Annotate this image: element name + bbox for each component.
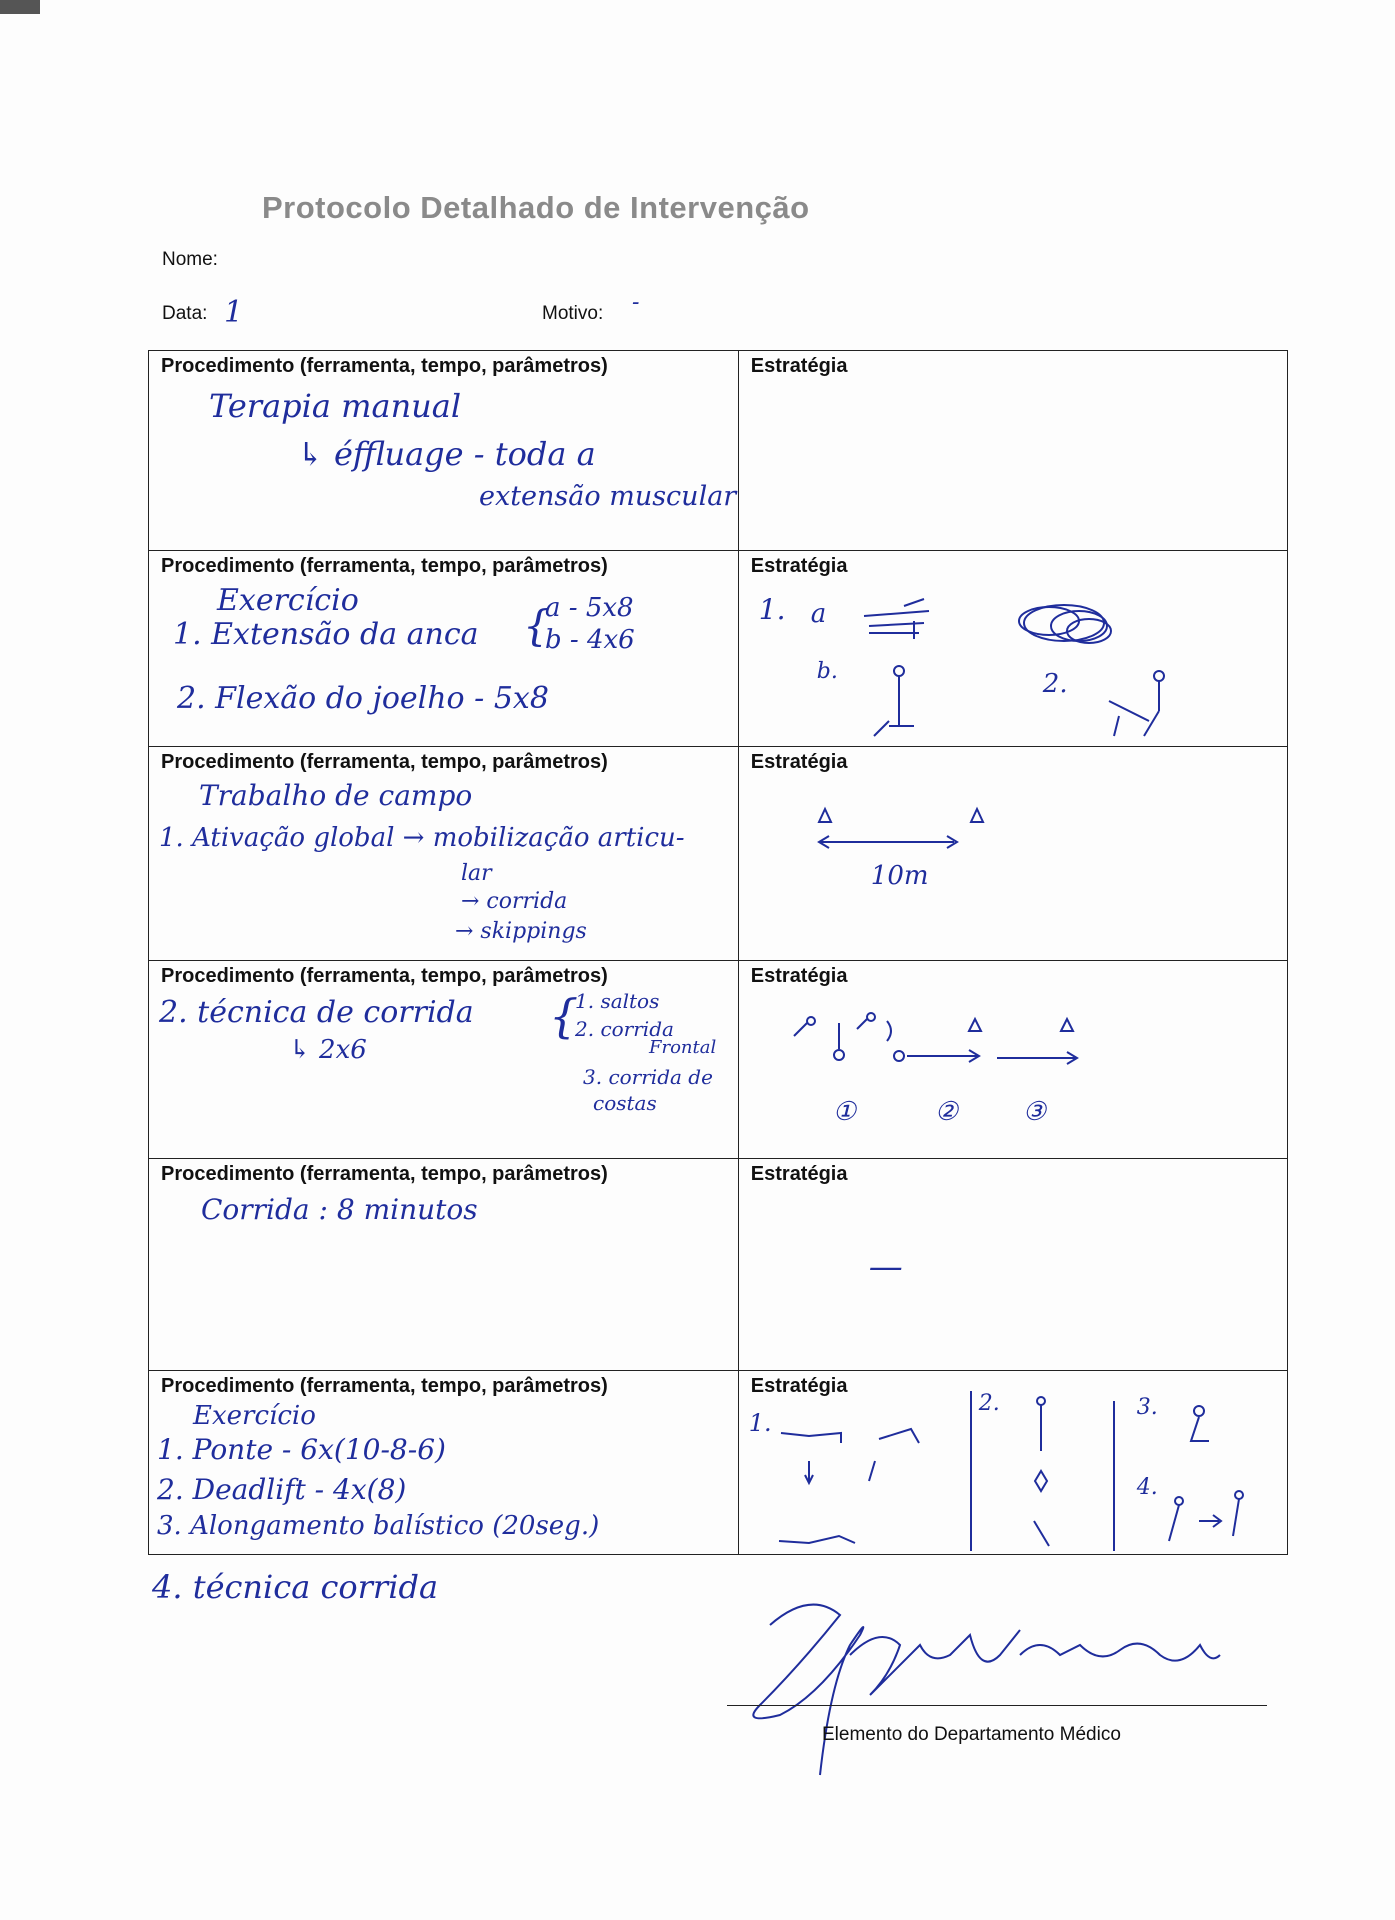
handwritten-line: a bbox=[810, 599, 827, 629]
table-row bbox=[149, 1159, 1288, 1371]
table-row bbox=[149, 1371, 1288, 1555]
strategy-cell bbox=[738, 351, 1287, 551]
distance-label: 10m bbox=[870, 861, 929, 891]
intervention-table bbox=[148, 350, 1288, 1555]
handwritten-line: 1. bbox=[758, 593, 786, 626]
handwritten-line: 1. bbox=[748, 1409, 772, 1437]
nome-label: Nome: bbox=[162, 249, 218, 270]
motivo-label: Motivo: bbox=[542, 303, 604, 324]
data-value: 1 bbox=[224, 295, 244, 330]
handwritten-line: 1. saltos bbox=[575, 989, 660, 1013]
handwritten-line: 1. Ativação global → mobilização articu- bbox=[159, 823, 685, 853]
handwritten-line: 1. Extensão da anca bbox=[173, 617, 479, 652]
signature-graphic bbox=[700, 1585, 1260, 1815]
drill-sketch bbox=[739, 961, 1289, 1159]
table-row bbox=[149, 961, 1288, 1159]
strategy-header: Estratégia bbox=[750, 1375, 848, 1397]
step-label: ③ bbox=[1022, 1097, 1047, 1127]
table-row bbox=[149, 551, 1288, 747]
procedure-cell bbox=[149, 961, 739, 1159]
handwritten-line: Exercício bbox=[193, 1401, 316, 1431]
handwritten-line: a - 5x8 bbox=[545, 593, 634, 623]
handwritten-line: 3. corrida de bbox=[583, 1065, 713, 1089]
procedure-cell bbox=[149, 1159, 739, 1371]
strategy-cell bbox=[738, 1159, 1287, 1371]
handwritten-line: b - 4x6 bbox=[545, 625, 635, 655]
exercise-sketch bbox=[739, 551, 1289, 747]
table-row bbox=[149, 351, 1288, 551]
procedure-header: Procedimento (ferramenta, tempo, parâmetros) bbox=[161, 555, 608, 577]
handwritten-line: extensão muscular bbox=[479, 481, 737, 512]
handwritten-line: Corrida : 8 minutos bbox=[201, 1193, 478, 1226]
motivo-value: - bbox=[632, 290, 640, 315]
handwritten-line: Trabalho de campo bbox=[199, 779, 473, 812]
strategy-header: Estratégia bbox=[750, 355, 848, 377]
handwritten-line: → skippings bbox=[455, 919, 587, 944]
signature-caption: Elemento do Departamento Médico bbox=[822, 1724, 1121, 1745]
handwritten-line: → corrida bbox=[461, 889, 568, 914]
handwritten-line: costas bbox=[593, 1091, 657, 1115]
field-sketch bbox=[739, 747, 1289, 961]
handwritten-line: 2. bbox=[978, 1391, 1000, 1416]
strategy-cell bbox=[738, 551, 1287, 747]
table-row bbox=[149, 747, 1288, 961]
handwritten-note: 4. técnica corrida bbox=[152, 1568, 439, 1606]
handwritten-line: 2. Flexão do joelho - 5x8 bbox=[177, 681, 549, 716]
strategy-header: Estratégia bbox=[750, 1163, 848, 1185]
procedure-cell bbox=[149, 351, 739, 551]
procedure-cell bbox=[149, 1371, 739, 1555]
strategy-cell bbox=[738, 747, 1287, 961]
strategy-header: Estratégia bbox=[750, 965, 848, 987]
procedure-header: Procedimento (ferramenta, tempo, parâmetros) bbox=[161, 1163, 608, 1185]
handwritten-line: ↳ éffluage - toda a bbox=[297, 435, 596, 473]
exercise-sketch bbox=[739, 1371, 1289, 1555]
strategy-header: Estratégia bbox=[750, 555, 848, 577]
handwritten-line: lar bbox=[461, 861, 492, 886]
step-label: ② bbox=[934, 1097, 959, 1127]
handwritten-line: ↳ 2x6 bbox=[289, 1035, 367, 1065]
page-title: Protocolo Detalhado de Intervenção bbox=[262, 190, 810, 225]
procedure-header: Procedimento (ferramenta, tempo, parâmetros) bbox=[161, 355, 608, 377]
handwritten-line: Frontal bbox=[649, 1037, 717, 1058]
empty-dash: — bbox=[868, 1247, 903, 1287]
procedure-header: Procedimento (ferramenta, tempo, parâmetros) bbox=[161, 965, 608, 987]
handwritten-line: b. bbox=[816, 659, 838, 684]
procedure-cell bbox=[149, 551, 739, 747]
procedure-cell bbox=[149, 747, 739, 961]
signature-line bbox=[727, 1705, 1267, 1706]
handwritten-line: 3. bbox=[1136, 1395, 1158, 1420]
handwritten-line: 2. Deadlift - 4x(8) bbox=[157, 1473, 407, 1506]
strategy-cell bbox=[738, 961, 1287, 1159]
procedure-header: Procedimento (ferramenta, tempo, parâmetros) bbox=[161, 751, 608, 773]
handwritten-line: 2. técnica de corrida bbox=[159, 995, 474, 1030]
handwritten-line: 2. corrida bbox=[575, 1017, 674, 1041]
strategy-header: Estratégia bbox=[750, 751, 848, 773]
step-label: ① bbox=[832, 1097, 857, 1127]
strategy-cell bbox=[738, 1371, 1287, 1555]
handwritten-line: 4. bbox=[1136, 1475, 1158, 1500]
handwritten-line: 2. bbox=[1042, 669, 1068, 699]
data-label: Data: bbox=[162, 303, 208, 324]
brace-glyph: { bbox=[523, 601, 550, 650]
handwritten-line: Terapia manual bbox=[209, 387, 462, 425]
handwritten-line: 1. Ponte - 6x(10-8-6) bbox=[157, 1433, 446, 1466]
brace-glyph: { bbox=[549, 989, 579, 1043]
procedure-header: Procedimento (ferramenta, tempo, parâmetros) bbox=[161, 1375, 608, 1397]
scan-corner-mark bbox=[0, 0, 40, 14]
handwritten-line: 3. Alongamento balístico (20seg.) bbox=[157, 1511, 600, 1541]
handwritten-line: Exercício bbox=[217, 583, 359, 618]
